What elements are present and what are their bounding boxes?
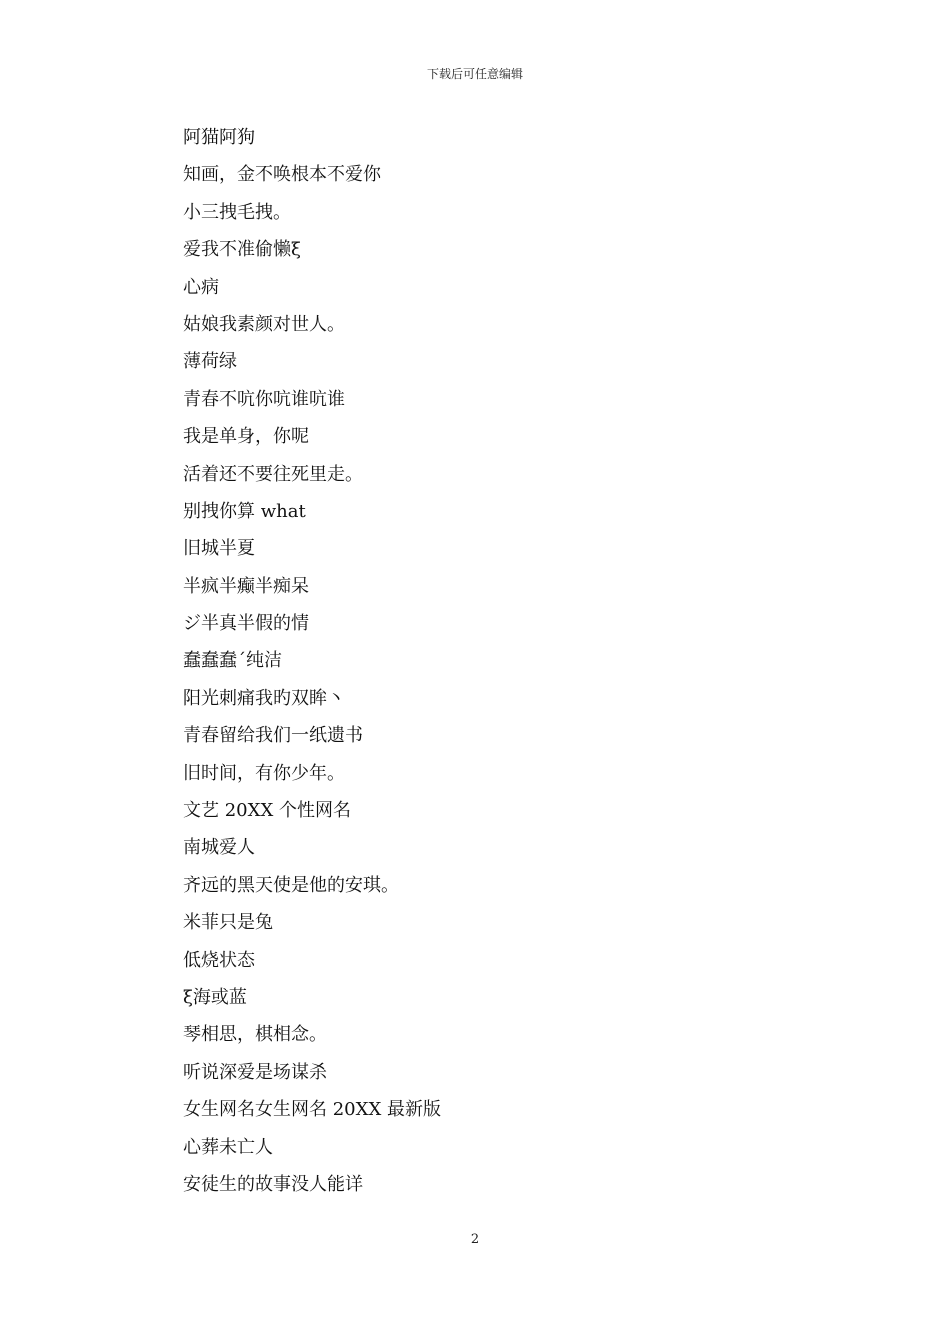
text-line: 文艺 20XX 个性网名 — [183, 800, 351, 822]
page-header: 下载后可任意编辑 — [426, 67, 523, 81]
text-line: 我是单身，你呢 — [183, 426, 309, 448]
text-line: 南城爱人 — [183, 837, 255, 859]
text-line: 女生网名女生网名 20XX 最新版 — [183, 1099, 441, 1121]
text-line: 阳光刺痛我旳双眸丶 — [183, 687, 345, 709]
text-line: 薄荷绿 — [183, 351, 237, 373]
text-line: ジ半真半假的情 — [183, 613, 309, 635]
text-line: 活着还不要往死里走。 — [183, 463, 363, 485]
text-line: 安徒生的故事没人能详 — [183, 1173, 363, 1195]
text-line: 阿猫阿狗 — [183, 127, 255, 148]
text-line: 听说深爱是场谋杀 — [183, 1061, 327, 1083]
text-line: 知画，金不唤根本不爱你 — [183, 164, 381, 186]
text-line: 旧城半夏 — [183, 538, 255, 560]
text-line: 小三拽毛拽。 — [183, 201, 291, 223]
text-line: 青春留给我们一纸遗书 — [183, 725, 363, 747]
text-line: 低烧状态 — [183, 949, 255, 971]
text-line: 心病 — [183, 276, 219, 298]
text-line: 半疯半癫半痴呆 — [183, 575, 309, 597]
text-line: 蠢蠢蠢ˊ纯洁 — [183, 650, 282, 672]
text-line: 爱我不准偷懒ξ — [183, 239, 301, 261]
text-line: 心葬未亡人 — [183, 1136, 273, 1158]
document-body — [183, 123, 783, 1207]
page-number: 2 — [470, 1232, 480, 1247]
text-line: 米菲只是兔 — [183, 912, 273, 934]
text-line: 琴相思，棋相念。 — [183, 1024, 327, 1046]
text-line: ξ海或蓝 — [183, 986, 247, 1008]
text-line: 齐远的黑天使是他的安琪。 — [183, 874, 399, 896]
text-line: 青春不吭你吭谁吭谁 — [183, 388, 345, 410]
text-line: 别拽你算 what — [183, 500, 306, 522]
text-line: 姑娘我素颜对世人。 — [183, 313, 345, 335]
text-line: 旧时间，有你少年。 — [183, 762, 345, 784]
